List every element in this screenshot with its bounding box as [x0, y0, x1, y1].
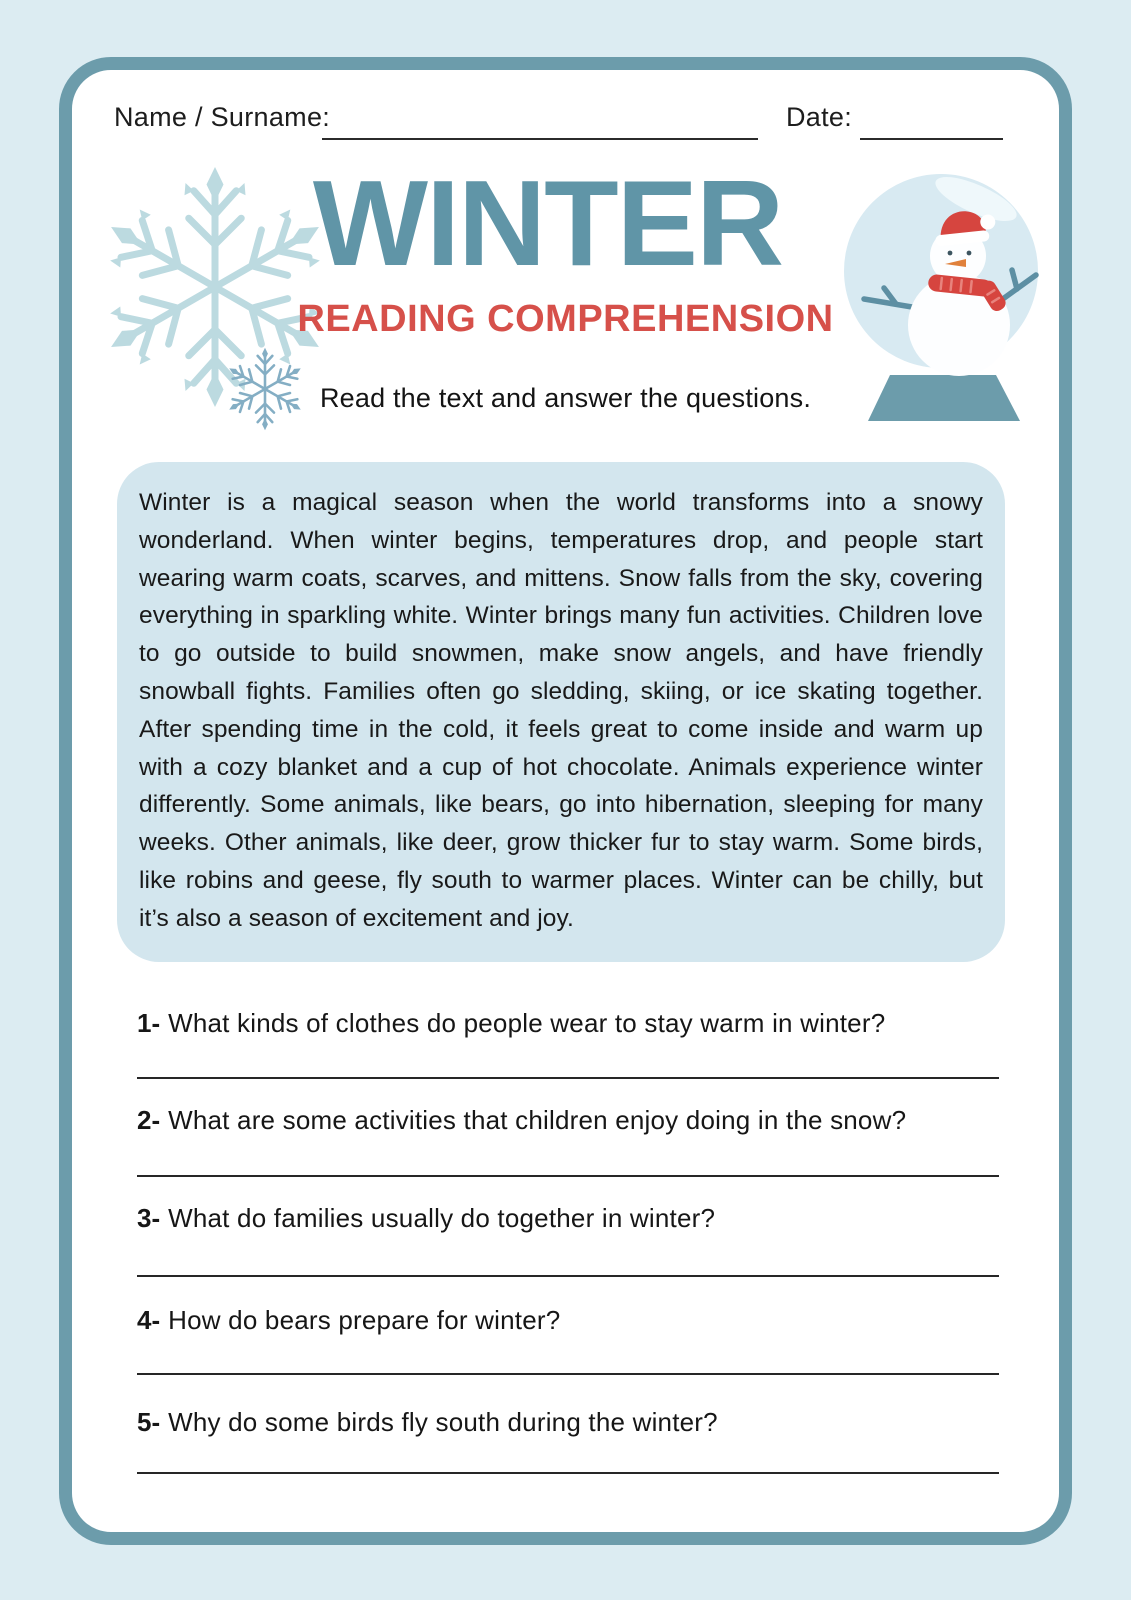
worksheet-card: [59, 57, 1072, 1545]
question-3-text: What do families usually do together in winter?: [168, 1203, 716, 1233]
question-5: [137, 1407, 1007, 1438]
small-snowflake-icon: [222, 346, 308, 432]
reading-passage-text: Winter is a magical season when the world transforms into a snowy wonderland. When winter begins, temperatures drop, and people start wearing warm coats, scarves, and mittens. Snow falls from the sky, covering everything in sparkling white. Winter brings many fun activities. Children love to go outside to build snowmen, make snow angels, and have friendly snowball fights. Families often go sledding, skiing, or ice skating together. After spending time in the cold, it feels great to come inside and warm up with a cozy blanket and a cup of hot chocolate. Animals experience winter differently. Some animals, like bears, go into hibernation, sleeping for many weeks. Other animals, like deer, grow thicker fur to stay warm. Some birds, like robins and geese, fly south to warmer places. Winter can be chilly, but it’s also a season of excitement and joy.: [139, 489, 983, 932]
worksheet-title: WINTER: [312, 155, 783, 291]
question-5-number: 5-: [137, 1407, 161, 1437]
question-5-text: Why do some birds fly south during the winter?: [168, 1407, 718, 1437]
answer-line-5[interactable]: [137, 1472, 999, 1474]
question-1-text: What kinds of clothes do people wear to stay warm in winter?: [168, 1008, 886, 1038]
question-1: [137, 1008, 1007, 1039]
question-2-text: What are some activities that children enjoy doing in the snow?: [168, 1105, 907, 1135]
name-surname-label: Name / Surname:: [114, 102, 331, 132]
reading-passage-box: [117, 462, 1005, 962]
answer-line-3[interactable]: [137, 1275, 999, 1277]
question-4-text: How do bears prepare for winter?: [168, 1305, 561, 1335]
worksheet-subtitle: READING COMPREHENSION: [297, 298, 834, 340]
instruction-text: Read the text and answer the questions.: [319, 383, 812, 413]
question-2: [137, 1105, 1007, 1136]
name-field-line[interactable]: [322, 138, 758, 140]
answer-line-2[interactable]: [137, 1175, 999, 1177]
answer-line-4[interactable]: [137, 1373, 999, 1375]
question-4: [137, 1305, 1007, 1336]
question-3: [137, 1203, 1007, 1234]
question-4-number: 4-: [137, 1305, 161, 1335]
date-field-line[interactable]: [860, 138, 1003, 140]
question-1-number: 1-: [137, 1008, 161, 1038]
date-label: Date:: [786, 102, 853, 132]
snow-globe-snowman-icon: [840, 163, 1042, 431]
question-2-number: 2-: [137, 1105, 161, 1135]
question-3-number: 3-: [137, 1203, 161, 1233]
answer-line-1[interactable]: [137, 1077, 999, 1079]
